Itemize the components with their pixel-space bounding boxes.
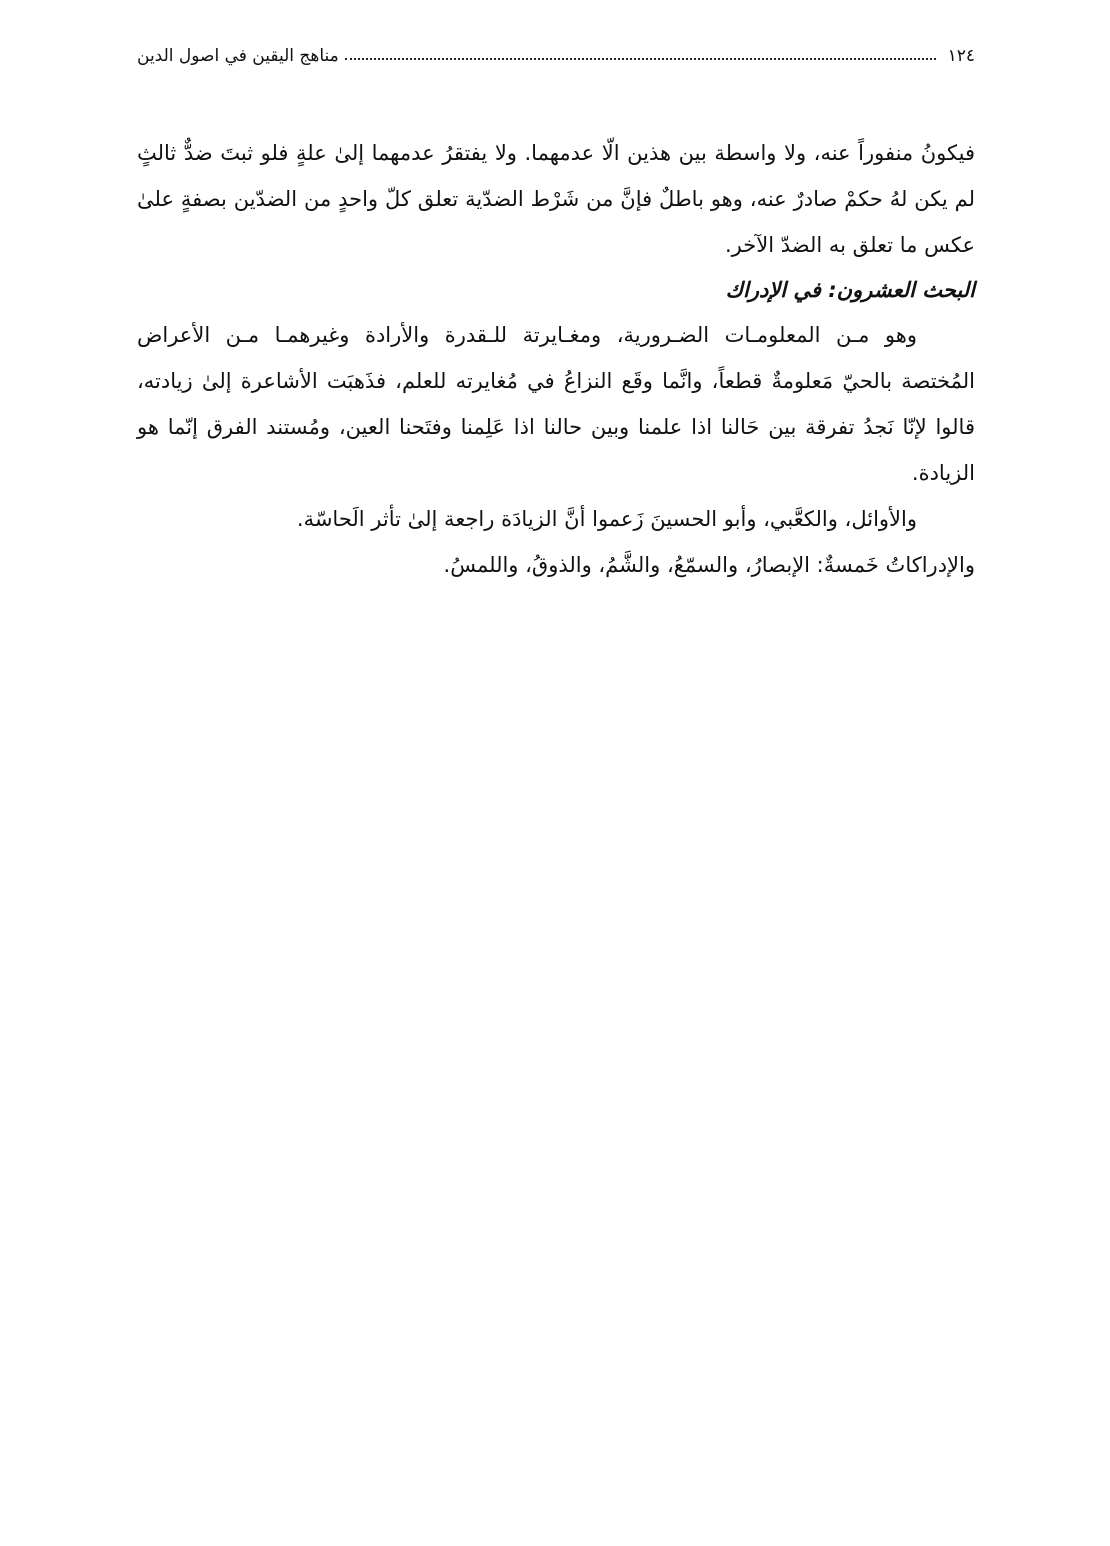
body-text [137, 130, 975, 588]
paragraph-4: والإدراكاتُ خَمسةٌ: الإبصارُ، والسمّعُ، والشَّمُ، والذوقُ، واللمسُ. [443, 553, 975, 577]
section-heading: البحث العشرون: في الإدراك [725, 278, 975, 302]
paragraph-2: وهو مـن المعلومـات الضـرورية، ومغـايرتة للـقدرة والأرادة وغيرهمـا مـن الأعراض المُختصة بالحيّ مَعلومةٌ قطعاً، وانَّما وقَع النزاعُ في مُغايرته للعلم، فذَهبَت الأشاعرة إلىٰ زيادته، قالوا لإنّا نَجدُ تفرقة بين حَالنا اذا علمنا وبين حالنا اذا عَلِمنا وفتَحنا العين، ومُستند الفرق إنّما هو الزيادة. [137, 323, 975, 485]
book-title: مناهج اليقين في اصول الدين [137, 46, 339, 66]
paragraph-3: والأوائل، والكعَّبي، وأبو الحسينَ زَعموا أنَّ الزيادَة راجعة إلىٰ تأثر الَحاسّة. [296, 507, 917, 531]
paragraph-1: فيكونُ منفوراً عنه، ولا واسطة بين هذين الّا عدمهما. ولا يفتقرُ عدمهما إلىٰ علةٍ فلو ثبتَ ضدٌّ ثالثٍ لم يكن لهُ حكمْ صادرٌ عنه، وهو باطلٌ فإنَّ من شَرْط الضدّية تعلق كلّ واحدٍ من الضدّين بصفةٍ علىٰ عكس ما تعلق به الضدّ الآخر. [137, 141, 975, 257]
page-number: ١٢٤ [947, 46, 975, 66]
running-header [137, 38, 975, 74]
leader-dots [345, 46, 936, 60]
